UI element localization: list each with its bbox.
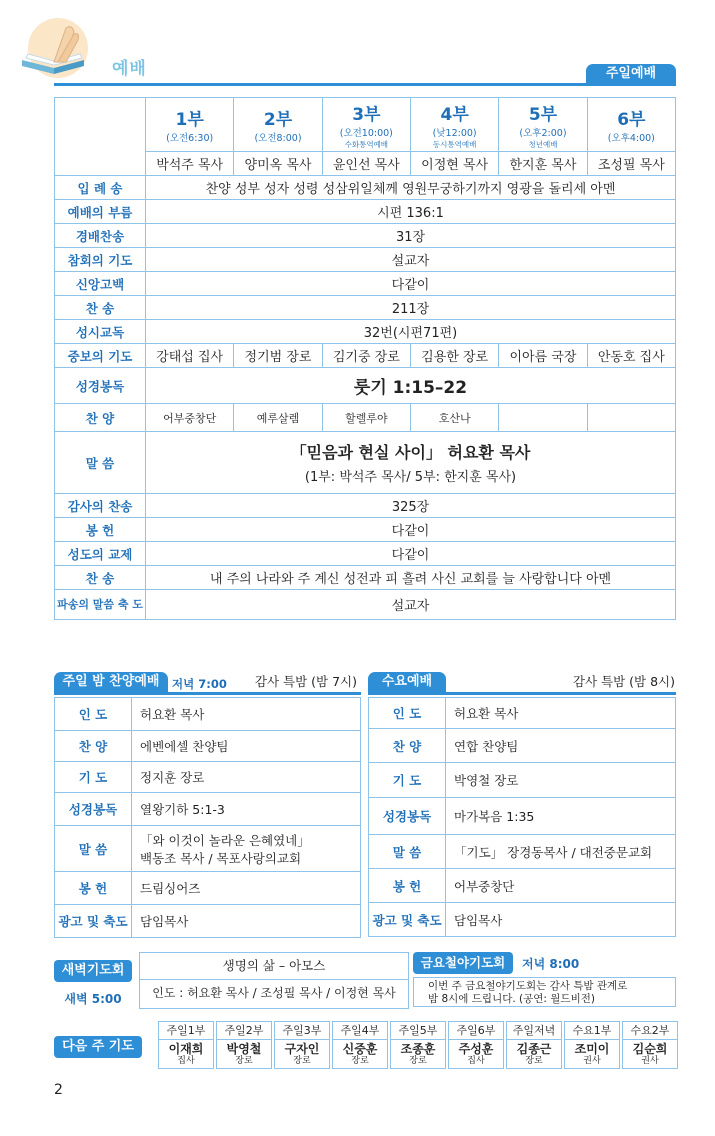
sermon-speaker: 백동조 목사 / 목포사랑의교회 bbox=[140, 850, 302, 866]
intercessor-cell: 김기중 장로 bbox=[322, 344, 410, 368]
row-value: 마가복음 1:35 bbox=[446, 798, 676, 835]
row-label: 봉 헌 bbox=[55, 518, 146, 542]
person-role: 권사 bbox=[641, 1056, 659, 1066]
row-value: 설교자 bbox=[146, 248, 676, 272]
prayer-assignment bbox=[390, 1021, 446, 1069]
dawn-prayer-title: 새벽기도회 bbox=[54, 960, 132, 982]
divider bbox=[54, 83, 676, 86]
service-label: 수요2부 bbox=[623, 1022, 677, 1040]
friday-note-line: 이번 주 금요철야기도회는 감사 특밤 관계로 bbox=[428, 980, 628, 992]
service-header: 2부 (오전8:00) bbox=[234, 98, 322, 152]
corner-cell bbox=[55, 98, 146, 176]
choir-cell: 할렐루야 bbox=[322, 404, 410, 432]
row-label: 예배의 부름 bbox=[55, 200, 146, 224]
row-value: 허요환 목사 bbox=[132, 698, 361, 731]
friday-prayer-note bbox=[413, 977, 676, 1007]
row-label: 파송의 말씀 축 도 bbox=[55, 590, 146, 620]
sermon-cell bbox=[146, 432, 676, 494]
person-role: 장로 bbox=[525, 1056, 543, 1066]
row-label: 인 도 bbox=[55, 698, 132, 731]
row-value: 에벤에셀 찬양팀 bbox=[132, 731, 361, 762]
prayer-assignment bbox=[448, 1021, 504, 1069]
row-value: 325장 bbox=[146, 494, 676, 518]
row-value: 32번(시편71편) bbox=[146, 320, 676, 344]
row-value: 정지훈 장로 bbox=[132, 762, 361, 793]
row-value: 박영철 장로 bbox=[446, 763, 676, 798]
row-value: 다같이 bbox=[146, 542, 676, 566]
friday-prayer-title: 금요철야기도회 bbox=[413, 952, 513, 974]
row-value: 어부중창단 bbox=[446, 869, 676, 903]
row-label: 기 도 bbox=[369, 763, 446, 798]
row-label: 말 씀 bbox=[369, 835, 446, 869]
person-name: 조미이 bbox=[574, 1042, 610, 1056]
page-number: 2 bbox=[54, 1082, 63, 1098]
person-role: 집사 bbox=[467, 1056, 485, 1066]
service-header: 1부 (오전6:30) bbox=[146, 98, 234, 152]
row-label: 경배찬송 bbox=[55, 224, 146, 248]
service-label: 주일4부 bbox=[333, 1022, 387, 1040]
row-label: 성시교독 bbox=[55, 320, 146, 344]
friday-prayer-time: 저녁 8:00 bbox=[522, 957, 580, 971]
choir-cell bbox=[587, 404, 675, 432]
person-name: 구자인 bbox=[284, 1042, 320, 1056]
prayer-assignment bbox=[622, 1021, 678, 1069]
sunday-worship-table bbox=[54, 97, 676, 620]
sermon-title: 「믿음과 현실 사이」 허요환 목사 bbox=[290, 443, 531, 462]
row-label: 성도의 교제 bbox=[55, 542, 146, 566]
service-header: 3부 (오전10:00) 수화통역예배 bbox=[322, 98, 410, 152]
sunday-night-title: 주일 밤 찬양예배 bbox=[54, 672, 168, 692]
row-label: 인 도 bbox=[369, 698, 446, 729]
service-label: 수요1부 bbox=[565, 1022, 619, 1040]
person-role: 장로 bbox=[409, 1056, 427, 1066]
sunday-night-note: 감사 특밤 (밤 7시) bbox=[254, 674, 357, 689]
intercessor-cell: 정기범 장로 bbox=[234, 344, 322, 368]
scripture-reading: 룻기 1:15–22 bbox=[146, 368, 676, 404]
praying-hands-icon bbox=[14, 18, 96, 80]
prayer-assignment bbox=[332, 1021, 388, 1069]
service-header: 6부 (오후4:00) bbox=[587, 98, 675, 152]
row-value: 드림싱어즈 bbox=[132, 872, 361, 905]
row-value: 다같이 bbox=[146, 518, 676, 542]
row-value: 담임목사 bbox=[132, 905, 361, 938]
row-label: 성경봉독 bbox=[55, 368, 146, 404]
row-label: 봉 헌 bbox=[369, 869, 446, 903]
pastor-cell: 한지훈 목사 bbox=[499, 152, 587, 176]
row-label: 감사의 찬송 bbox=[55, 494, 146, 518]
dawn-prayer-box bbox=[139, 952, 409, 1009]
wednesday-table bbox=[368, 697, 676, 937]
friday-note-line: 밤 8시에 드립니다. (공연: 월드비전) bbox=[428, 993, 595, 1005]
intercessor-cell: 김용한 장로 bbox=[410, 344, 498, 368]
sermon-note: (1부: 박석주 목사/ 5부: 한지훈 목사) bbox=[304, 470, 517, 485]
row-label: 찬 양 bbox=[55, 731, 132, 762]
sunday-night-time: 저녁 7:00 bbox=[172, 677, 227, 691]
choir-cell: 호산나 bbox=[410, 404, 498, 432]
prayer-assignment bbox=[506, 1021, 562, 1069]
person-role: 장로 bbox=[235, 1056, 253, 1066]
person-name: 김종근 bbox=[516, 1042, 552, 1056]
row-label: 입 례 송 bbox=[55, 176, 146, 200]
person-name: 조종훈 bbox=[400, 1042, 436, 1056]
person-role: 권사 bbox=[583, 1056, 601, 1066]
person-role: 장로 bbox=[293, 1056, 311, 1066]
row-label: 말 씀 bbox=[55, 826, 132, 872]
row-label: 봉 헌 bbox=[55, 872, 132, 905]
row-value: 31장 bbox=[146, 224, 676, 248]
row-label: 찬 양 bbox=[55, 404, 146, 432]
divider bbox=[368, 692, 676, 695]
intercessor-cell: 안동호 집사 bbox=[587, 344, 675, 368]
person-name: 김순희 bbox=[632, 1042, 668, 1056]
intercessor-cell: 강태섭 집사 bbox=[146, 344, 234, 368]
row-label: 중보의 기도 bbox=[55, 344, 146, 368]
row-label: 광고 및 축도 bbox=[55, 905, 132, 938]
row-value: 허요환 목사 bbox=[446, 698, 676, 729]
prayer-assignment bbox=[274, 1021, 330, 1069]
person-name: 주성훈 bbox=[458, 1042, 494, 1056]
dawn-prayer-time: 새벽 5:00 bbox=[64, 992, 122, 1006]
pastor-cell: 이정현 목사 bbox=[410, 152, 498, 176]
wednesday-note: 감사 특밤 (밤 8시) bbox=[572, 674, 675, 689]
service-label: 주일3부 bbox=[275, 1022, 329, 1040]
next-prayer-title: 다음 주 기도 bbox=[54, 1036, 142, 1058]
row-value: 열왕기하 5:1-3 bbox=[132, 793, 361, 826]
row-value: 연합 찬양팀 bbox=[446, 729, 676, 763]
choir-cell bbox=[499, 404, 587, 432]
person-name: 박영철 bbox=[226, 1042, 262, 1056]
sunday-service-tag: 주일예배 bbox=[586, 64, 676, 84]
service-header: 5부 (오후2:00) 청년예배 bbox=[499, 98, 587, 152]
prayer-assignment bbox=[158, 1021, 214, 1069]
pastor-cell: 박석주 목사 bbox=[146, 152, 234, 176]
row-label: 찬 송 bbox=[55, 296, 146, 320]
person-name: 이재희 bbox=[168, 1042, 204, 1056]
page-title: 예배 bbox=[112, 59, 147, 79]
wednesday-title: 수요예배 bbox=[368, 672, 446, 692]
dawn-prayer-series: 생명의 삶 – 아모스 bbox=[140, 953, 408, 980]
choir-cell: 예루살렘 bbox=[234, 404, 322, 432]
row-label: 성경봉독 bbox=[55, 793, 132, 826]
choir-cell: 어부중창단 bbox=[146, 404, 234, 432]
row-label: 신앙고백 bbox=[55, 272, 146, 296]
row-value: 시편 136:1 bbox=[146, 200, 676, 224]
service-label: 주일5부 bbox=[391, 1022, 445, 1040]
pastor-cell: 윤인선 목사 bbox=[322, 152, 410, 176]
row-label: 찬 양 bbox=[369, 729, 446, 763]
person-role: 집사 bbox=[177, 1056, 195, 1066]
pastor-cell: 양미옥 목사 bbox=[234, 152, 322, 176]
row-label: 성경봉독 bbox=[369, 798, 446, 835]
row-label: 말 씀 bbox=[55, 432, 146, 494]
row-label: 기 도 bbox=[55, 762, 132, 793]
sunday-night-table bbox=[54, 697, 361, 938]
prayer-assignment bbox=[216, 1021, 272, 1069]
row-value: 「기도」 장경동목사 / 대전중문교회 bbox=[446, 835, 676, 869]
row-label: 참회의 기도 bbox=[55, 248, 146, 272]
service-label: 주일6부 bbox=[449, 1022, 503, 1040]
person-role: 장로 bbox=[351, 1056, 369, 1066]
row-value: 설교자 bbox=[146, 590, 676, 620]
row-label: 광고 및 축도 bbox=[369, 903, 446, 937]
row-value: 211장 bbox=[146, 296, 676, 320]
dawn-prayer-leaders: 인도 : 허요환 목사 / 조성필 목사 / 이정현 목사 bbox=[152, 986, 396, 1000]
row-value: 담임목사 bbox=[446, 903, 676, 937]
row-label: 찬 송 bbox=[55, 566, 146, 590]
service-header: 4부 (낮12:00) 동시통역예배 bbox=[410, 98, 498, 152]
pastor-cell: 조성필 목사 bbox=[587, 152, 675, 176]
service-label: 주일1부 bbox=[159, 1022, 213, 1040]
row-value: 찬양 성부 성자 성령 성삼위일체께 영원무궁하기까지 영광을 돌리세 아멘 bbox=[146, 176, 676, 200]
sermon-title: 「와 이것이 놀라운 은혜였네」 bbox=[140, 832, 310, 848]
row-value: 내 주의 나라와 주 계신 성전과 피 흘려 사신 교회를 늘 사랑합니다 아멘 bbox=[146, 566, 676, 590]
person-name: 신중훈 bbox=[342, 1042, 378, 1056]
row-value: 다같이 bbox=[146, 272, 676, 296]
divider bbox=[54, 692, 361, 695]
intercessor-cell: 이아름 국장 bbox=[499, 344, 587, 368]
service-label: 주일저녁 bbox=[507, 1022, 561, 1040]
prayer-assignment bbox=[564, 1021, 620, 1069]
service-label: 주일2부 bbox=[217, 1022, 271, 1040]
row-value bbox=[132, 826, 361, 872]
